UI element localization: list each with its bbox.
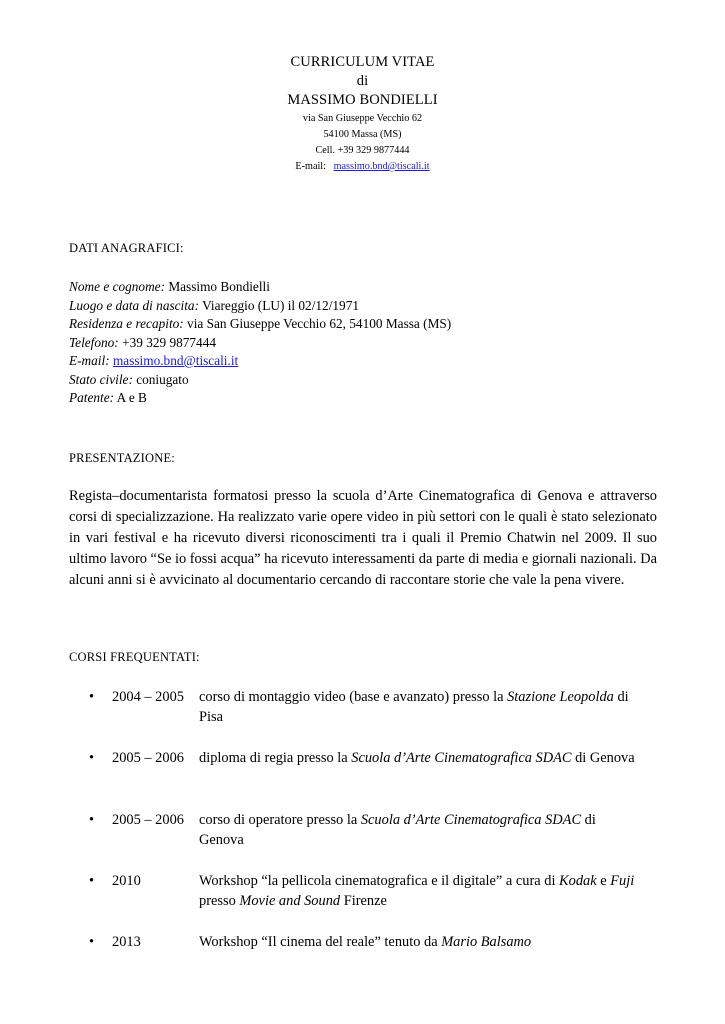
corso-text: Firenze [340,893,387,909]
dati-label: Stato civile: [69,371,133,387]
corso-text: di Pisa [199,689,629,725]
corso-year: 2010 [112,873,141,889]
dati-row-telefono [69,334,451,353]
dati-value: +39 329 9877444 [118,334,217,350]
dati-row-stato-civile [69,371,451,390]
bullet-icon: • [89,873,95,889]
bullet-icon: • [89,689,95,705]
dati-value: coniugato [132,371,189,387]
dati-row-nascita [69,297,451,316]
header-email-label: E-mail: [295,161,326,172]
corso-text: corso di montaggio video (base e avanzato) presso la [199,689,508,705]
header-city: 54100 Massa (MS) [323,129,402,140]
corso-text: presso [199,893,240,909]
dati-row-nome [69,278,451,297]
corso-description [199,810,644,850]
header-email-line [0,159,725,175]
corso-italic-text: Movie and Sound [239,893,341,909]
cv-title-di: di [356,73,369,89]
corso-text: corso di operatore presso la [199,812,361,828]
dati-label: E-mail: [69,353,110,368]
dati-value: Massimo Bondielli [165,279,270,294]
bullet-icon: • [89,750,95,766]
bullet-icon: • [89,934,95,950]
dati-row-email [69,352,451,371]
corso-text: diploma di regia presso la [199,750,352,766]
dati-row-patente [69,389,451,408]
corso-italic-text: Mario Balsamo [441,934,532,950]
dati-email-link[interactable]: massimo.bnd@tiscali.it [112,353,239,368]
dati-label: Telefono: [69,334,119,350]
corso-italic-text: Stazione Leopolda [507,689,614,705]
corso-text: e [596,873,611,889]
corso-italic-text: Scuola d’Arte Cinematografica SDAC [360,812,582,828]
section-title-corsi: CORSI FREQUENTATI: [69,650,200,664]
dati-label: Residenza e recapito: [69,316,184,331]
header-cell: Cell. +39 329 9877444 [315,145,410,156]
dati-value: A e B [114,390,147,405]
corso-description [199,748,644,768]
corso-text: Workshop “Il cinema del reale” tenuto da [199,934,442,950]
bullet-icon: • [89,812,95,828]
dati-label: Nome e cognome: [69,279,165,294]
dati-value: via San Giuseppe Vecchio 62, 54100 Massa (MS) [183,316,452,331]
corso-year: 2005 – 2006 [112,812,184,828]
section-title-presentazione: PRESENTAZIONE: [69,451,175,465]
dati-value: Viareggio (LU) il 02/12/1971 [199,297,359,313]
corso-text: di Genova [571,750,635,766]
corso-text: di Genova [199,812,596,848]
cv-name: MASSIMO BONDIELLI [287,92,438,108]
corso-italic-text: Kodak [559,873,597,889]
corso-year: 2004 – 2005 [112,689,184,705]
cv-header [0,53,725,175]
dati-label: Patente: [69,390,115,405]
section-title-dati: DATI ANAGRAFICI: [69,241,184,255]
dati-label: Luogo e data di nascita: [69,297,200,313]
corso-description [199,932,644,952]
corso-italic-text: Scuola d’Arte Cinematografica SDAC [351,750,572,766]
corso-text: Workshop “la pellicola cinematografica e il digitale” a cura di [199,873,560,889]
dati-anagrafici-list [69,278,451,408]
corso-description [199,871,644,911]
header-address: via San Giuseppe Vecchio 62 [302,113,423,124]
corso-italic-text: Fuji [610,873,635,889]
dati-row-residenza [69,315,451,334]
cv-title: CURRICULUM VITAE [290,54,435,70]
corso-year: 2005 – 2006 [112,750,184,766]
corso-description [199,687,644,727]
header-email-link[interactable]: massimo.bnd@tiscali.it [333,161,430,172]
presentazione-paragraph: Regista–documentarista formatosi presso la scuola d’Arte Cinematografica di Genova e attraverso corsi di specializzazione. Ha realizzato varie opere video in più settori con le quali è stato selezionato in vari festival e ha ricevuto diversi riconoscimenti tra i quali il Premio Chatwin nel 2009. Il suo ultimo lavoro “Se io fossi acqua” ha ricevuto interessamenti da parte di media e giornali nazionali. Da alcuni anni si è avvicinato al documentario cercando di raccontare storie che vale la pena vivere. [69,488,657,588]
corso-year: 2013 [112,934,141,950]
